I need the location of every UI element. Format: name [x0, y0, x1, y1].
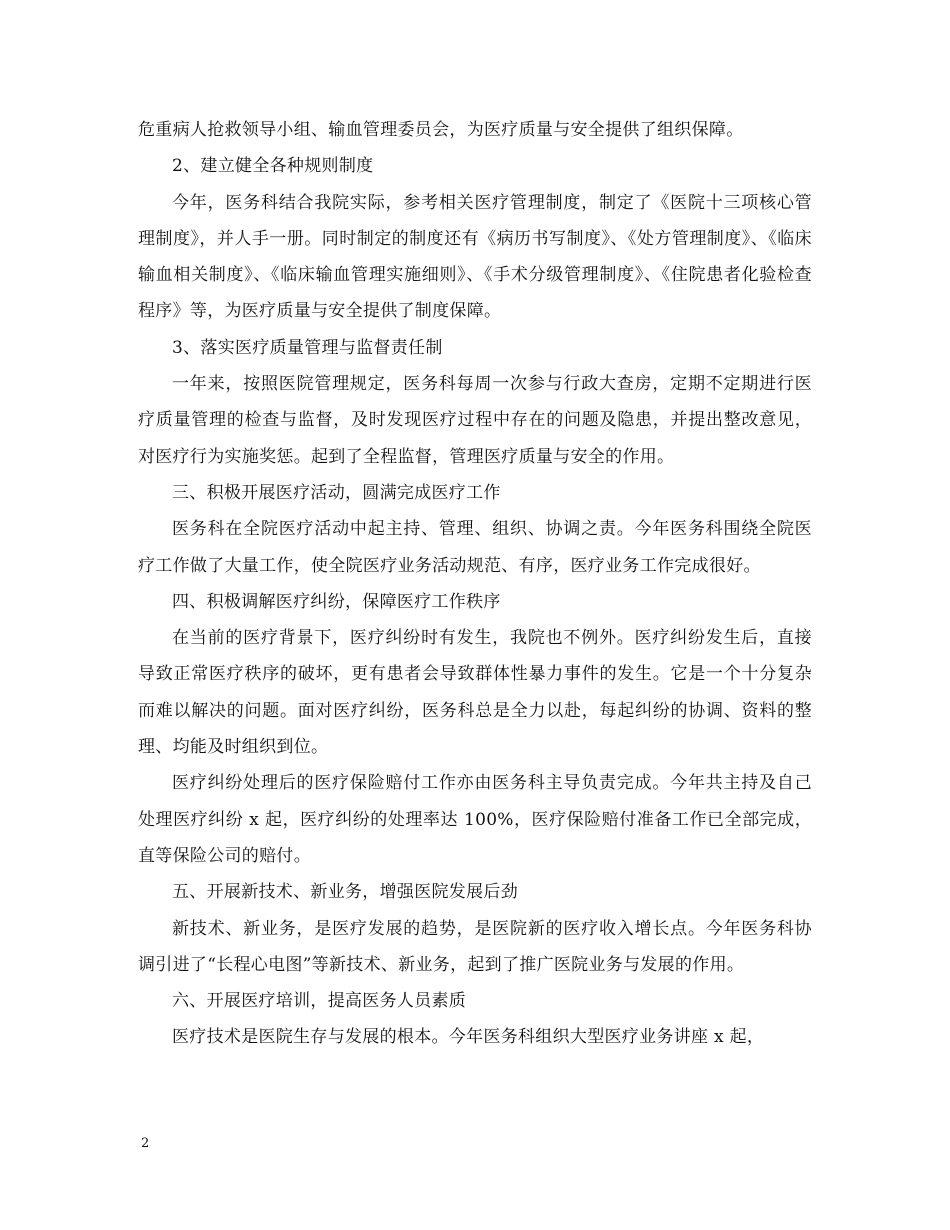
section-heading-training: 六、开展医疗培训，提高医务人员素质: [172, 991, 467, 1012]
section-heading-rules: 2、建立健全各种规则制度: [172, 156, 374, 177]
section-heading-new-technology: 五、开展新技术、新业务，增强医院发展后劲: [172, 882, 518, 903]
section-heading-medical-activities: 三、积极开展医疗活动，圆满完成医疗工作: [172, 482, 501, 503]
section-heading-disputes: 四、积极调解医疗纠纷，保障医疗工作秩序: [172, 591, 501, 612]
page-number: 2: [141, 1136, 150, 1151]
paragraph-medical-activities: 医务科在全院医疗活动中起主持、管理、组织、协调之责。今年医务科围绕全院医疗工作做了大量工作，使全院医疗业务活动规范、有序，医疗业务工作完成很好。: [138, 519, 812, 576]
paragraph-training: 医疗技术是医院生存与发展的根本。今年医务科组织大型医疗业务讲座 x 起，: [172, 1027, 765, 1048]
paragraph-supervision: 一年来，按照医院管理规定，医务科每周一次参与行政大查房，定期不定期进行医疗质量管理的检查与监督，及时发现医疗过程中存在的问题及隐患，并提出整改意见，对医疗行为实施奖惩。起到了全程监督，管理医疗质量与安全的作用。: [138, 374, 812, 467]
document-body: [138, 112, 812, 1056]
paragraph-insurance: 医疗纠纷处理后的医疗保险赔付工作亦由医务科主导负责完成。今年共主持及自己处理医疗纠纷 x 起，医疗纠纷的处理率达 100%，医疗保险赔付准备工作已全部完成，直等保险公司的赔付。: [138, 773, 812, 866]
section-heading-supervision: 3、落实医疗质量管理与监督责任制: [172, 337, 443, 358]
paragraph-continuation: 危重病人抢救领导小组、输血管理委员会，为医疗质量与安全提供了组织保障。: [138, 120, 744, 140]
paragraph-new-technology: 新技术、新业务，是医疗发展的趋势，是医院新的医疗收入增长点。今年医务科协调引进了“长程心电图”等新技术、新业务，起到了推广医院业务与发展的作用。: [138, 918, 812, 975]
paragraph-disputes: 在当前的医疗背景下，医疗纠纷时有发生，我院也不例外。医疗纠纷发生后，直接导致正常医疗秩序的破坏，更有患者会导致群体性暴力事件的发生。它是一个十分复杂而难以解决的问题。面对医疗纠纷，医务科总是全力以赴，每起纠纷的协调、资料的整理、均能及时组织到位。: [138, 628, 812, 758]
paragraph-rules: 今年，医务科结合我院实际，参考相关医疗管理制度，制定了《医院十三项核心管理制度》，并人手一册。同时制定的制度还有《病历书写制度》、《处方管理制度》、《临床输血相关制度》、《临床输血管理实施细则》、《手术分级管理制度》、《住院患者化验检查程序》等，为医疗质量与安全提供了制度保障。: [138, 192, 812, 322]
